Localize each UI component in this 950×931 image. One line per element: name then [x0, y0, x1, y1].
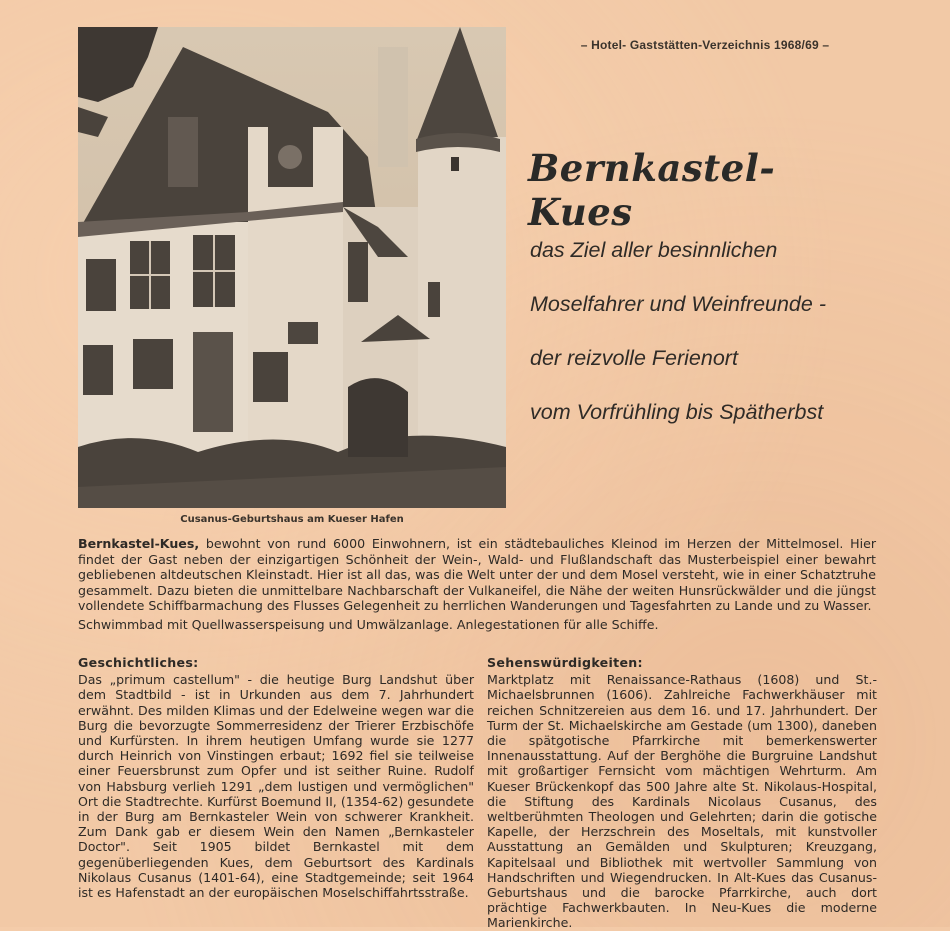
- tagline-line-2: Moselfahrer und Weinfreunde -: [530, 292, 826, 316]
- history-heading: Geschichtliches:: [78, 655, 199, 670]
- sights-section: [487, 655, 877, 931]
- tagline-line-4: vom Vorfrühling bis Spätherbst: [530, 400, 824, 424]
- house-photo: [78, 27, 506, 508]
- history-section: [78, 655, 474, 900]
- history-body: Das „primum castellum" - die heutige Burg Landshut über dem Stadtbild - ist in Urkunden aus dem 7. Jahrhundert erwähnt. Des milden Klimas und der Edelweine wegen war die Burg die bevorzugte Sommerresidenz der Trierer Erzbischöfe und Kurfürsten. In ihrem heutigen Umfang wurde sie 1277 durch Heinrich von Vinstingen erbaut; 1692 fiel sie teilweise einer Feuersbrunst zum Opfer und ist seither Ruine. Rudolf von Habsburg verlieh 1291 „dem lustigen und vermöglichen" Ort die Stadtrechte. Kurfürst Boemund II, (1354-62) gesundete in der Burg am Bernkasteler Wein von schwerer Krankheit. Zum Dank gab er diesem Wein den Namen „Bernkasteler Doctor". Seit 1905 bildet Bernkastel mit dem gegenüberliegenden Kues, dem Geburtsort des Kardinals Nikolaus Cusanus (1401-64), eine Stadtgemeinde; seit 1964 ist es Hafenstadt an der europäischen Moselschiffahrtsstraße.: [78, 672, 474, 901]
- tagline-line-3: der reizvolle Ferienort: [530, 346, 738, 370]
- tagline-line-1: das Ziel aller besinnlichen: [530, 238, 778, 262]
- sights-heading: Sehenswürdigkeiten:: [487, 655, 643, 670]
- photo-illustration: [78, 27, 506, 508]
- intro-section: [78, 536, 876, 632]
- intro-lead: Bernkastel-Kues,: [78, 536, 200, 551]
- sights-body: Marktplatz mit Renaissance-Rathaus (1608) und St.-Michaelsbrunnen (1606). Zahlreiche Fachwerkhäuser mit reichen Schnitzereien aus dem 16. und 17. Jahrhundert. Der Turm der St. Michaelskirche am Gestade (um 1300), daneben die spätgotische Pfarrkirche mit bemerkenswerter Innenausstattung. Auf der Berghöhe die Burgruine Landshut mit großartiger Fernsicht vom mächtigen Wehrturm. Am Kueser Brückenkopf das 500 Jahre alte St. Nikolaus-Hospital, die Stiftung des Kardinals Nicolaus Cusanus, des weltberühmten Theologen und Gelehrten; darin die gotische Kapelle, der Herzschrein des Moseltals, mit kunstvoller Ausstattung an Gemälden und Skulpturen; Kreuzgang, Kapitelsaal und Bibliothek mit wertvoller Sammlung von Handschriften und Wiegendrucken. In Alt-Kues das Cusanus-Geburtshaus und die barocke Pfarrkirche, auch dort prächtige Fachwerkbauten. In Neu-Kues die moderne Marienkirche.: [487, 672, 877, 931]
- page-title: Bernkastel-Kues: [528, 146, 776, 234]
- intro-body: bewohnt von rund 6000 Einwohnern, ist ein städtebauliches Kleinod im Herzen der Mittelmosel. Hier findet der Gast neben der einzigartigen Schönheit der Wein-, Wald- und Flußlandschaft das Musterbeispiel einer bewahrt gebliebenen altdeutschen Kleinstadt. Hier ist all das, was die Welt unter der und dem Mosel versteht, wie in einer Schatztruhe gesammelt. Dazu bieten die unmittelbare Nachbarschaft der Vulkaneifel, die Nähe der weiten Hunsrückwälder und die jüngst vollendete Schiffbarmachung des Flusses Gelegenheit zu herrlichen Wanderungen und Tagesfahrten zu Lande und zu Wasser.: [78, 536, 876, 613]
- photo-caption: Cusanus-Geburtshaus am Kueser Hafen: [180, 514, 404, 525]
- intro-paragraph: [78, 536, 876, 614]
- intro-amenities: Schwimmbad mit Quellwasserspeisung und Umwälzanlage. Anlegestationen für alle Schiffe.: [78, 616, 659, 632]
- directory-header: – Hotel- Gaststätten-Verzeichnis 1968/69 –: [580, 38, 830, 52]
